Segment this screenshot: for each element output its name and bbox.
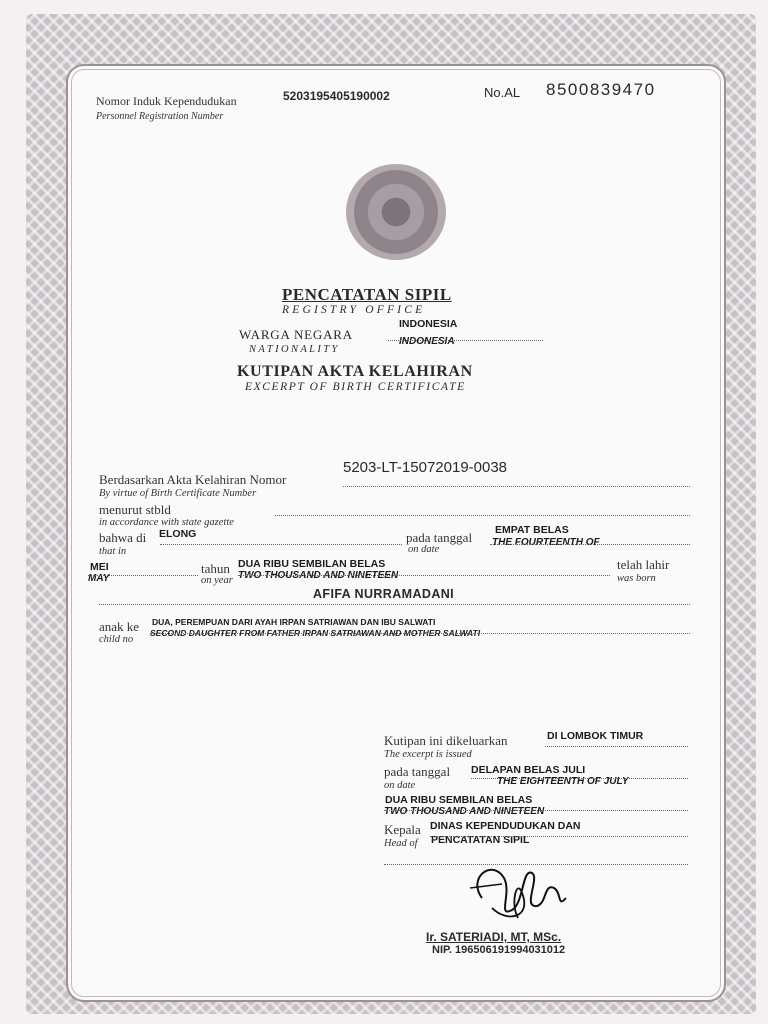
issued-label-en: The excerpt is issued — [384, 749, 472, 760]
nationality-label: WARGA NEGARA — [239, 327, 353, 342]
gazette-label: menurut stbld — [99, 502, 171, 517]
issue-year-value-en: TWO THOUSAND AND NINETEEN — [384, 806, 545, 817]
official-nip: NIP. 196506191994031012 — [432, 944, 566, 956]
garuda-emblem-icon — [346, 164, 446, 260]
certificate-number: 5203-LT-15072019-0038 — [343, 459, 508, 476]
year-value-en: TWO THOUSAND AND NINETEEN — [238, 570, 399, 581]
gazette-label-en: in accordance with state gazette — [99, 517, 234, 528]
year-value: DUA RIBU SEMBILAN BELAS — [238, 558, 386, 570]
issued-value: DI LOMBOK TIMUR — [547, 730, 644, 742]
child-value: DUA, PEREMPUAN DARI AYAH IRPAN SATRIAWAN DAN IBU SALWATI — [152, 617, 436, 627]
date-label-en: on date — [408, 544, 440, 555]
nationality-value-en: INDONESIA — [399, 336, 455, 347]
child-label-en: child no — [99, 634, 134, 645]
issued-label: Kutipan ini dikeluarkan — [384, 733, 508, 748]
month-value-en: MAY — [88, 573, 110, 584]
date-value-en: THE FOURTEENTH OF — [492, 537, 600, 548]
document-title-en: EXCERPT OF BIRTH CERTIFICATE — [245, 381, 466, 393]
signature-icon — [462, 848, 572, 930]
head-value: DINAS KEPENDUDUKAN DAN — [430, 820, 581, 832]
office-title-en: REGISTRY OFFICE — [282, 304, 426, 316]
date-label: pada tanggal — [406, 530, 473, 545]
date-value: EMPAT BELAS — [495, 524, 569, 536]
head-value-2: PENCATATAN SIPIL — [431, 834, 530, 846]
no-value: 8500839470 — [546, 80, 656, 99]
official-name: Ir. SATERIADI, MT, MSc. — [426, 930, 562, 944]
month-value: MEI — [90, 561, 109, 573]
head-label: Kepala — [384, 822, 421, 837]
cert-label-en: By virtue of Birth Certificate Number — [99, 488, 257, 499]
born-label: telah lahir — [617, 557, 670, 572]
issue-date-value-en: THE EIGHTEENTH OF JULY — [497, 776, 629, 787]
cert-label: Berdasarkan Akta Kelahiran Nomor — [99, 472, 287, 487]
place-value: ELONG — [159, 528, 197, 540]
nik-label-en: Personnel Registration Number — [96, 111, 224, 122]
place-label-en: that in — [99, 546, 127, 557]
nationality-label-en: NATIONALITY — [249, 344, 340, 355]
child-name: AFIFA NURRAMADANI — [313, 587, 455, 601]
year-label-en: on year — [201, 575, 233, 586]
issue-date-label-en: on date — [384, 780, 416, 791]
child-label: anak ke — [99, 619, 140, 634]
office-title: PENCATATAN SIPIL — [282, 285, 452, 304]
document-title: KUTIPAN AKTA KELAHIRAN — [237, 363, 473, 380]
nik-label: Nomor Induk Kependudukan — [96, 94, 237, 108]
head-label-en: Head of — [384, 838, 418, 849]
year-label: tahun — [201, 561, 230, 576]
issue-year-value: DUA RIBU SEMBILAN BELAS — [385, 794, 533, 806]
born-label-en: was born — [617, 573, 656, 584]
no-label: No.AL — [484, 85, 521, 100]
child-value-en: SECOND DAUGHTER FROM FATHER IRPAN SATRIAWAN AND MOTHER SALWATI — [150, 628, 481, 638]
issue-date-label: pada tanggal — [384, 764, 451, 779]
nik-value: 5203195405190002 — [283, 89, 390, 103]
issue-date-value: DELAPAN BELAS JULI — [471, 764, 586, 776]
nationality-value: INDONESIA — [399, 318, 458, 330]
place-label: bahwa di — [99, 530, 147, 545]
